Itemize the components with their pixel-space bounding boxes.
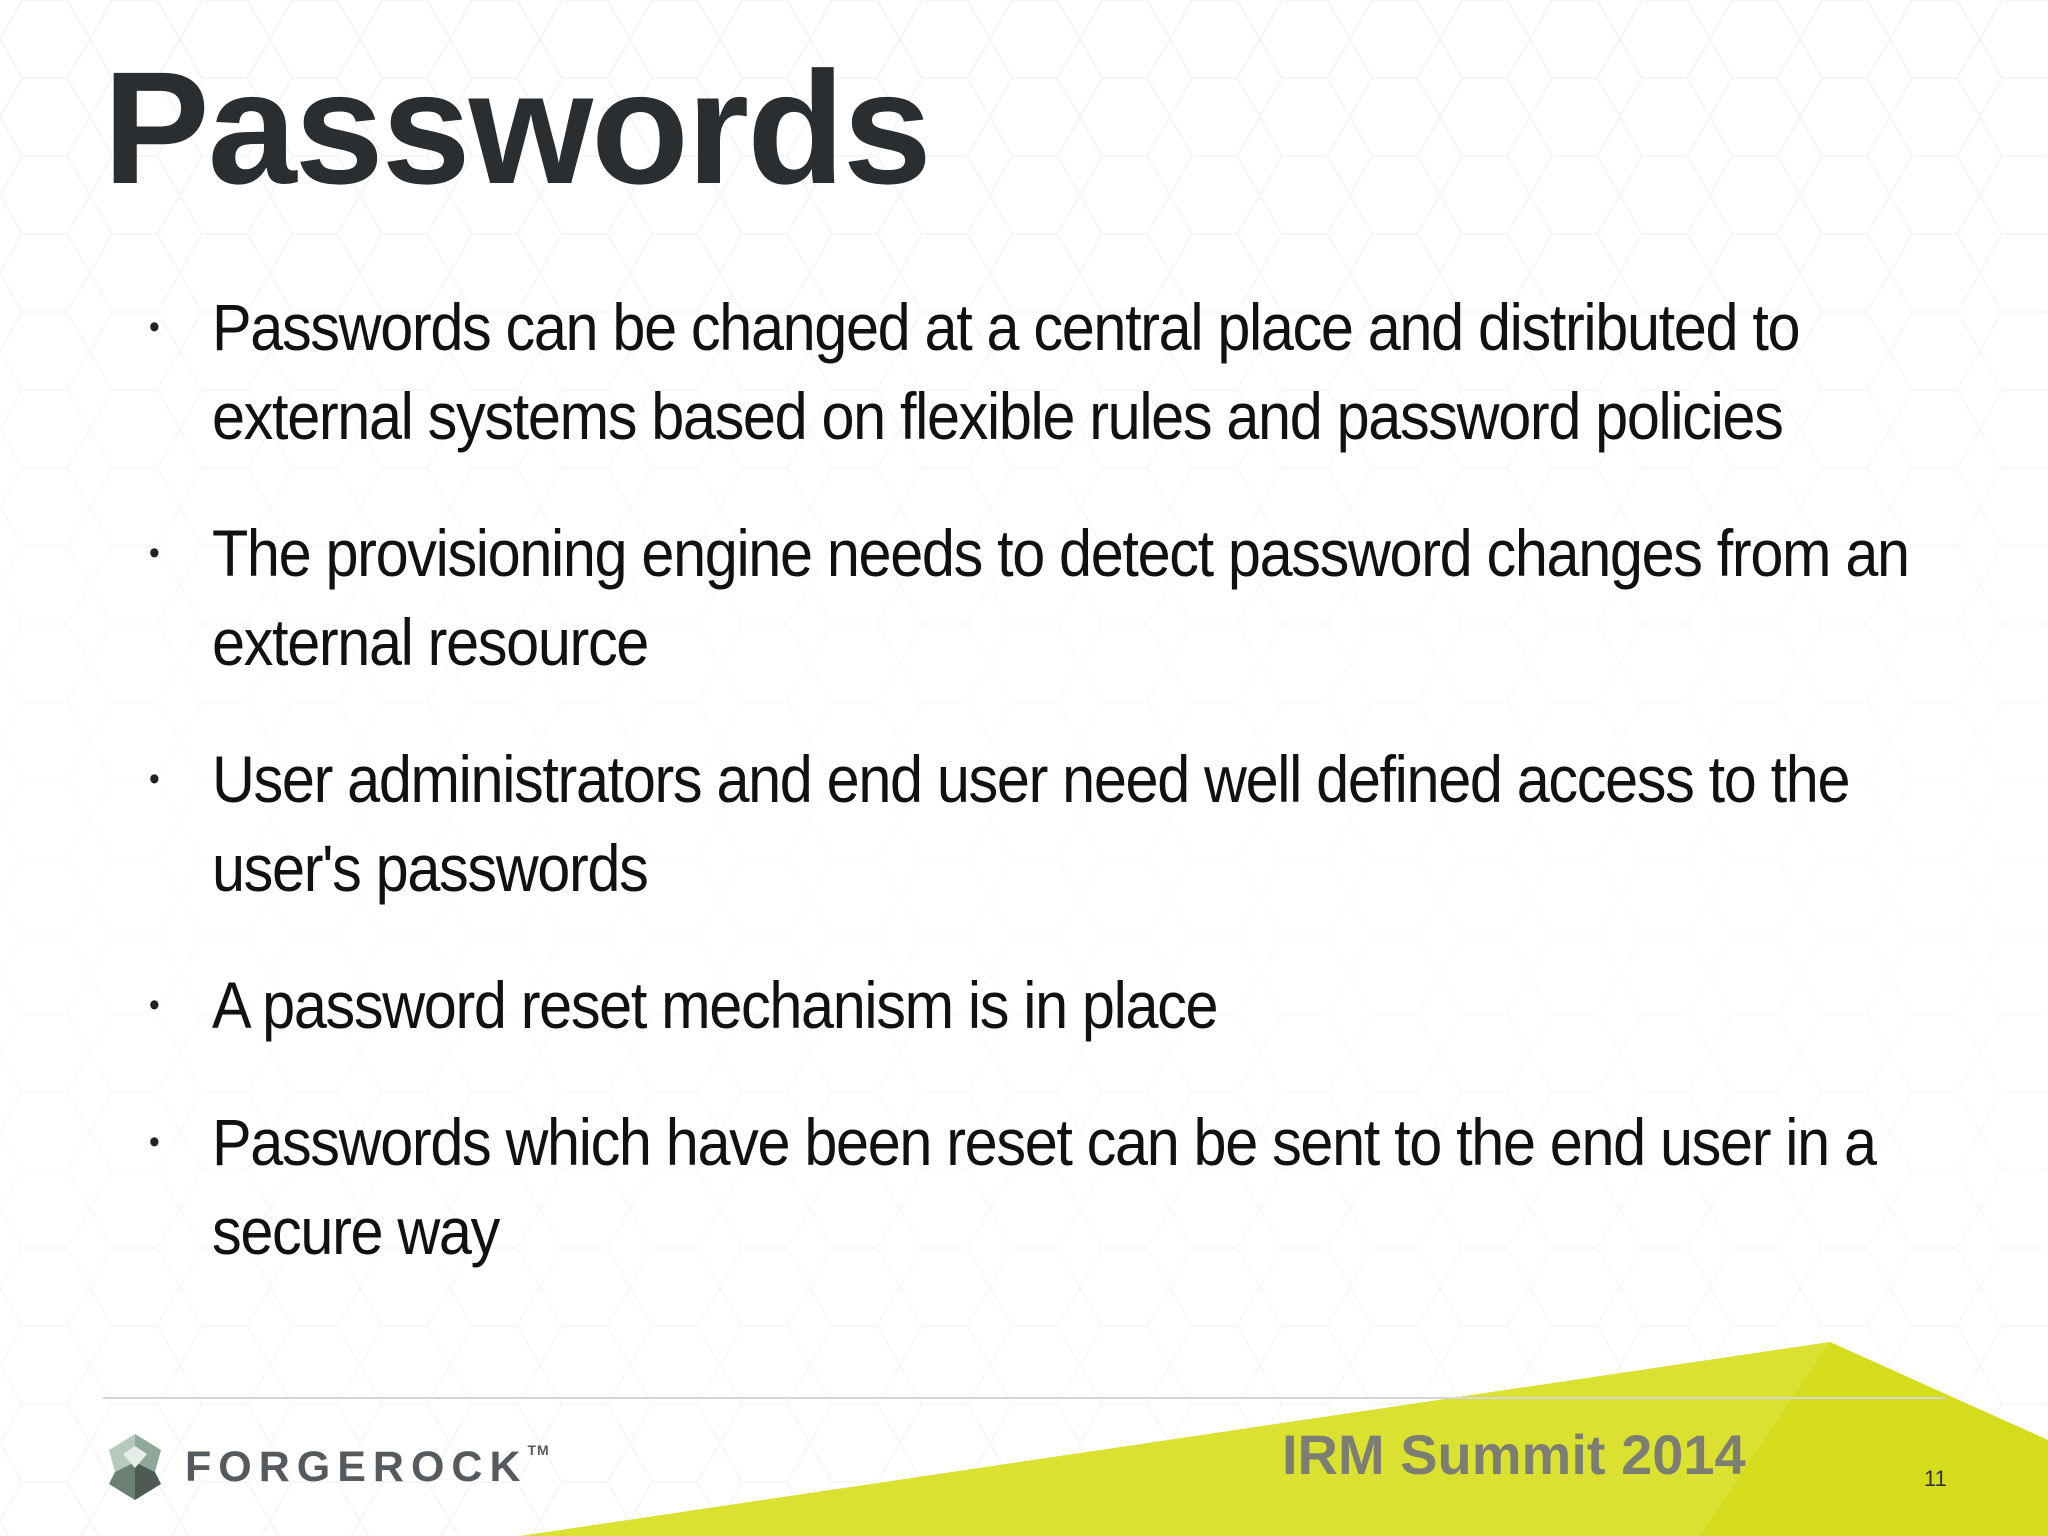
bullet-text: A password reset mechanism is in place [212,968,1218,1042]
slide-title: Passwords [103,38,930,217]
logo-wordmark: FORGEROCK [185,1443,528,1491]
bullet-marker: • [149,534,159,572]
trademark-mark: TM [527,1442,550,1458]
footer-divider [103,1397,1945,1399]
bullet-marker: • [149,986,159,1024]
bullet-marker: • [149,760,159,798]
page-number: 11 [1924,1466,1947,1491]
bullet-text: The provisioning engine needs to detect password changes from an external resource [212,516,1909,679]
forgerock-logo-icon [103,1432,167,1502]
bullet-marker: • [149,1123,159,1161]
bullet-text: Passwords can be changed at a central place and distributed to external systems based on flexible rules and password policies [212,290,1800,453]
bullet-text: User administrators and end user need well defined access to the user's passwords [212,742,1850,905]
event-name: IRM Summit 2014 [1282,1423,1746,1486]
forgerock-logo [103,1432,550,1502]
bullet-marker: • [149,308,159,346]
bullet-text: Passwords which have been reset can be sent to the end user in a secure way [212,1105,1876,1268]
